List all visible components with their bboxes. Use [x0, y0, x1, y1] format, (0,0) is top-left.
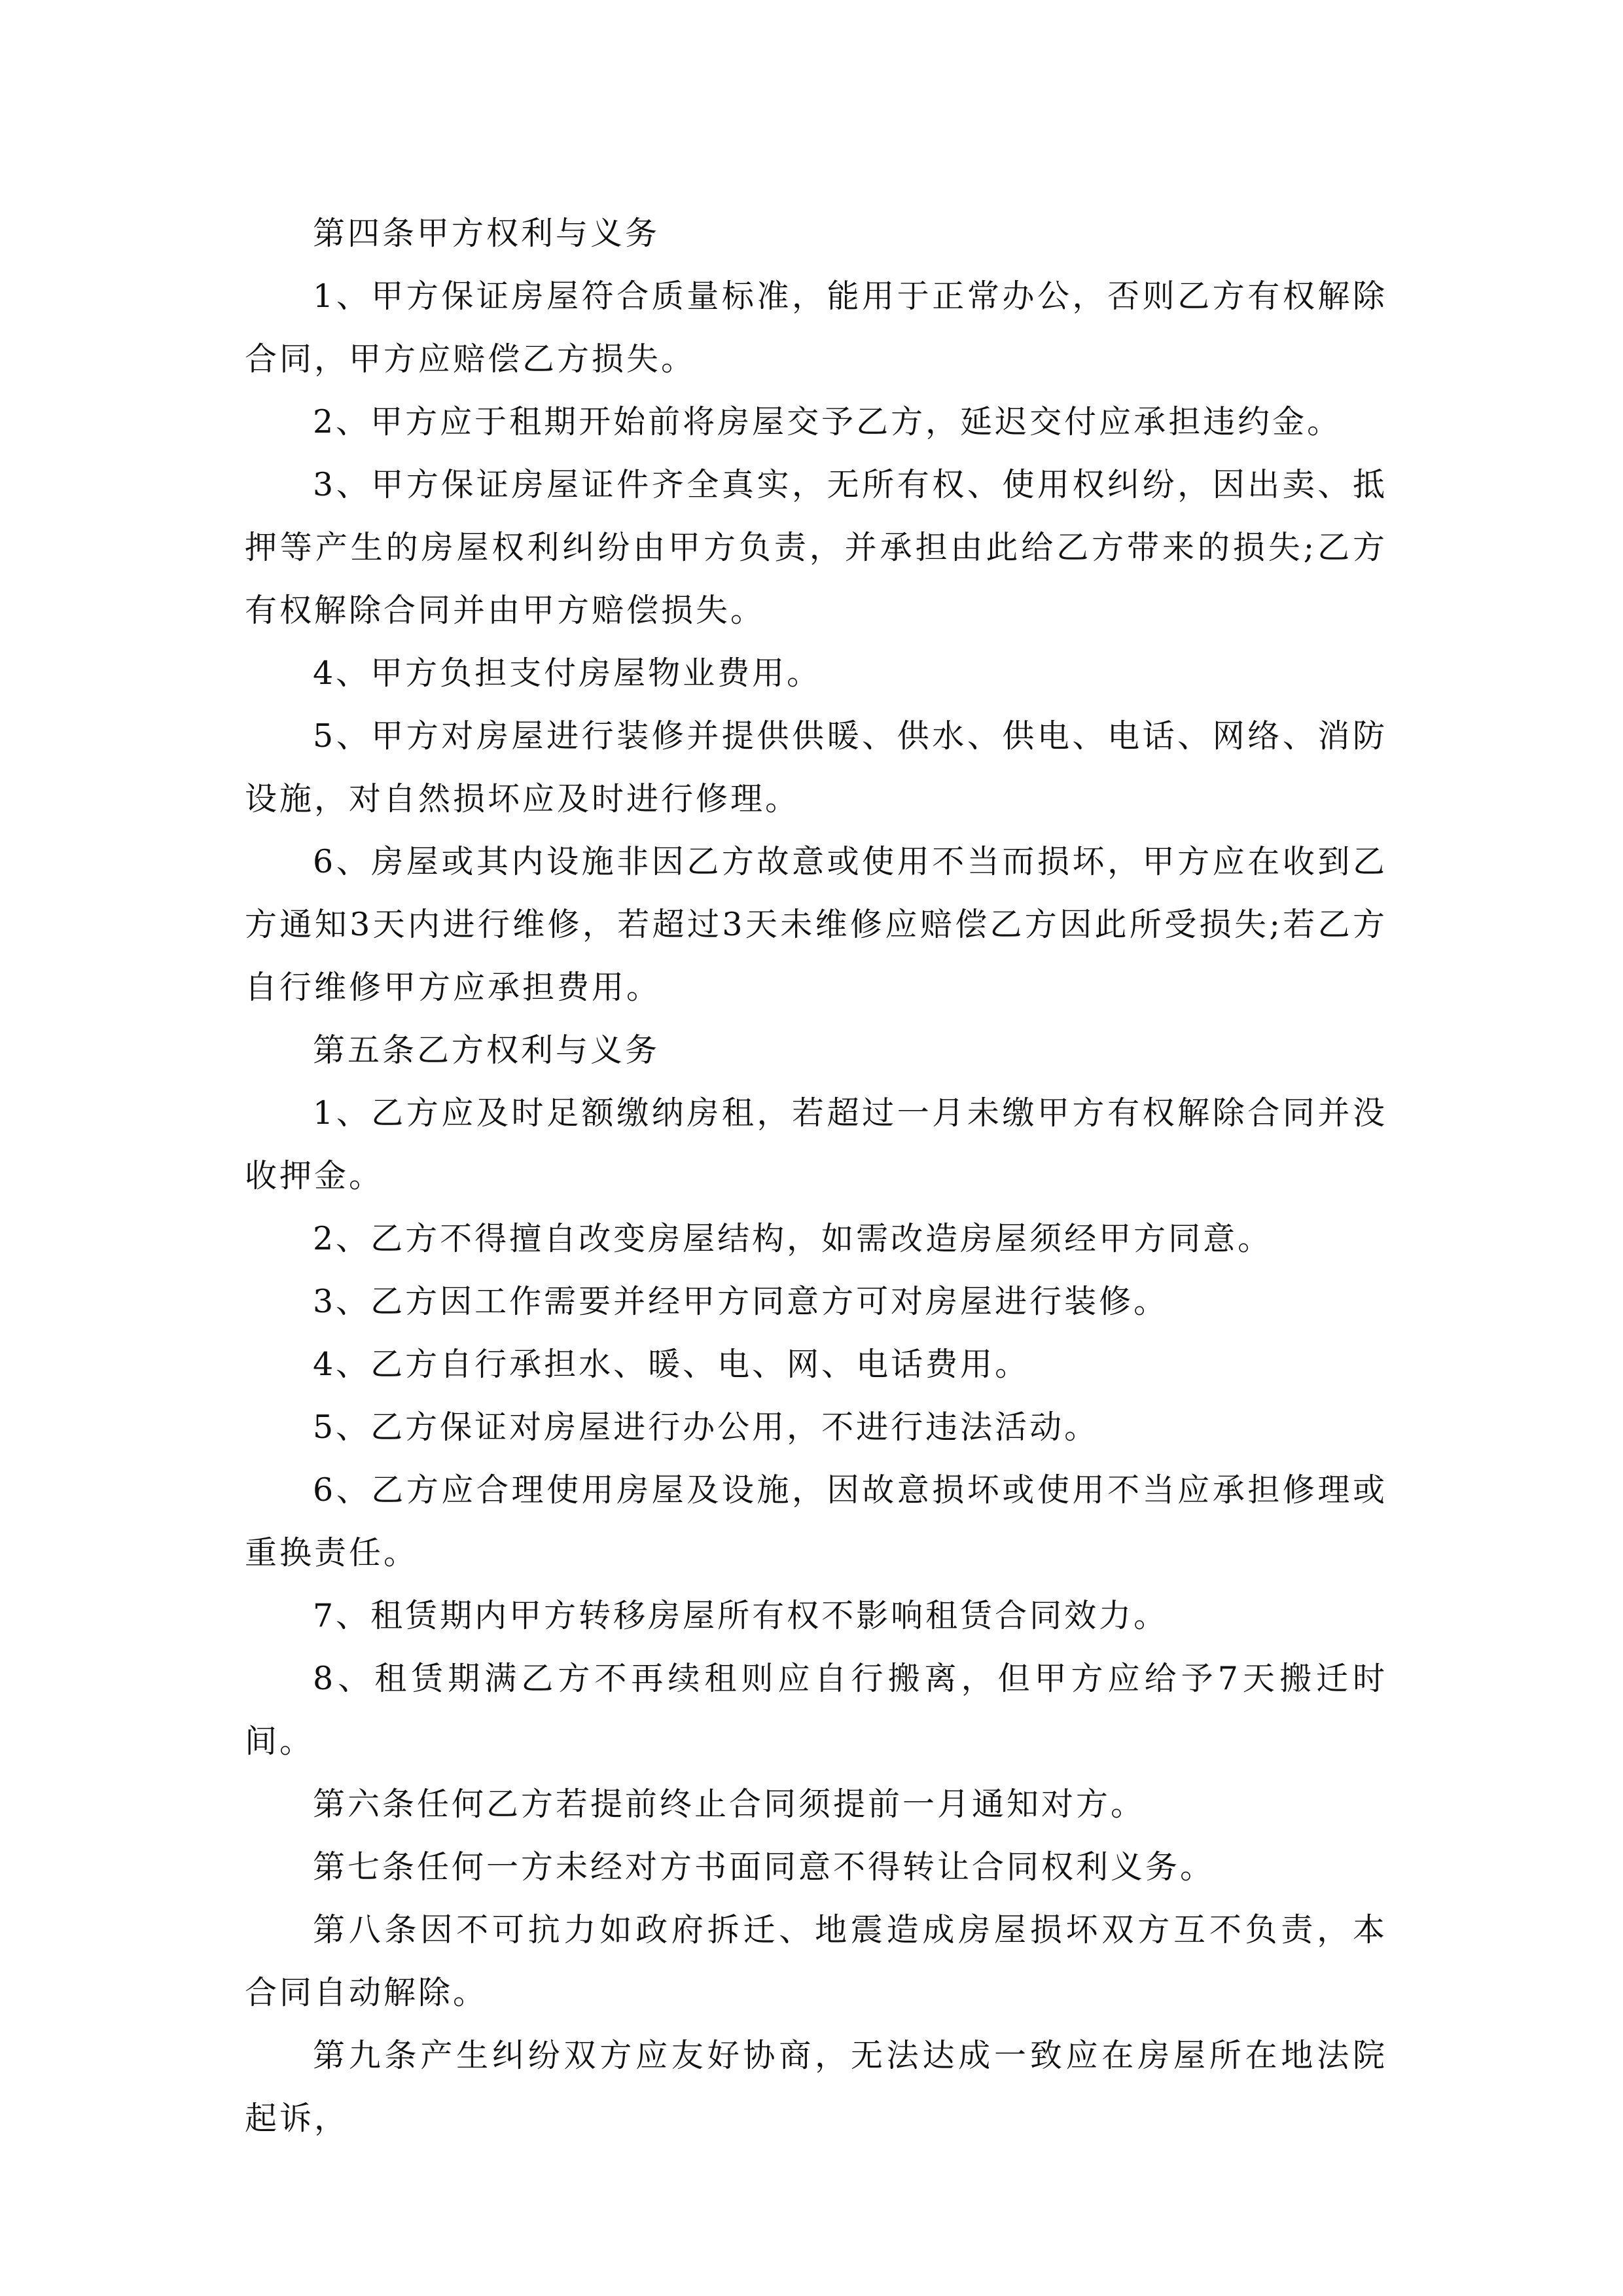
article-5-heading: 第五条乙方权利与义务 [313, 1031, 660, 1069]
document-body [245, 202, 1387, 2150]
article-4-clause-5: 5、甲方对房屋进行装修并提供供暖、供水、供电、电话、网络、消防设施，对自然损坏应及时进行修理。 [245, 717, 1387, 817]
article-4-clause-1: 1、甲方保证房屋符合质量标准，能用于正常办公，否则乙方有权解除合同，甲方应赔偿乙方损失。 [245, 278, 1387, 378]
article-9: 第九条产生纠纷双方应友好协商，无法达成一致应在房屋所在地法院起诉， [245, 2037, 1387, 2137]
article-5-clause-7: 7、租赁期内甲方转移房屋所有权不影响租赁合同效力。 [313, 1597, 1169, 1634]
article-5-clause-2: 2、乙方不得擅自改变房屋结构，如需改造房屋须经甲方同意。 [313, 1220, 1273, 1257]
article-4-clause-6: 6、房屋或其内设施非因乙方故意或使用不当而损坏，甲方应在收到乙方通知3天内进行维修，若超过3天未维修应赔偿乙方因此所受损失;若乙方自行维修甲方应承担费用。 [245, 843, 1387, 1006]
article-6: 第六条任何乙方若提前终止合同须提前一月通知对方。 [313, 1785, 1146, 1823]
article-5-clause-6: 6、乙方应合理使用房屋及设施，因故意损坏或使用不当应承担修理或重换责任。 [245, 1471, 1387, 1571]
article-4-clause-2: 2、甲方应于租期开始前将房屋交予乙方，延迟交付应承担违约金。 [313, 403, 1342, 440]
article-4-clause-3: 3、甲方保证房屋证件齐全真实，无所有权、使用权纠纷，因出卖、抵押等产生的房屋权利纠纷由甲方负责，并承担由此给乙方带来的损失;乙方有权解除合同并由甲方赔偿损失。 [245, 466, 1387, 629]
article-5-clause-4: 4、乙方自行承担水、暖、电、网、电话费用。 [313, 1346, 1030, 1383]
article-7: 第七条任何一方未经对方书面同意不得转让合同权利义务。 [313, 1848, 1215, 1886]
article-8: 第八条因不可抗力如政府拆迁、地震造成房屋损坏双方互不负责，本合同自动解除。 [245, 1911, 1387, 2011]
article-4-heading: 第四条甲方权利与义务 [313, 215, 660, 252]
article-5-clause-1: 1、乙方应及时足额缴纳房租，若超过一月未缴甲方有权解除合同并没收押金。 [245, 1094, 1387, 1194]
article-5-clause-8: 8、租赁期满乙方不再续租则应自行搬离，但甲方应给予7天搬迁时间。 [245, 1660, 1387, 1760]
article-5-clause-3: 3、乙方因工作需要并经甲方同意方可对房屋进行装修。 [313, 1283, 1169, 1320]
article-4-clause-4: 4、甲方负担支付房屋物业费用。 [313, 655, 822, 692]
article-5-clause-5: 5、乙方保证对房屋进行办公用，不进行违法活动。 [313, 1408, 1099, 1446]
